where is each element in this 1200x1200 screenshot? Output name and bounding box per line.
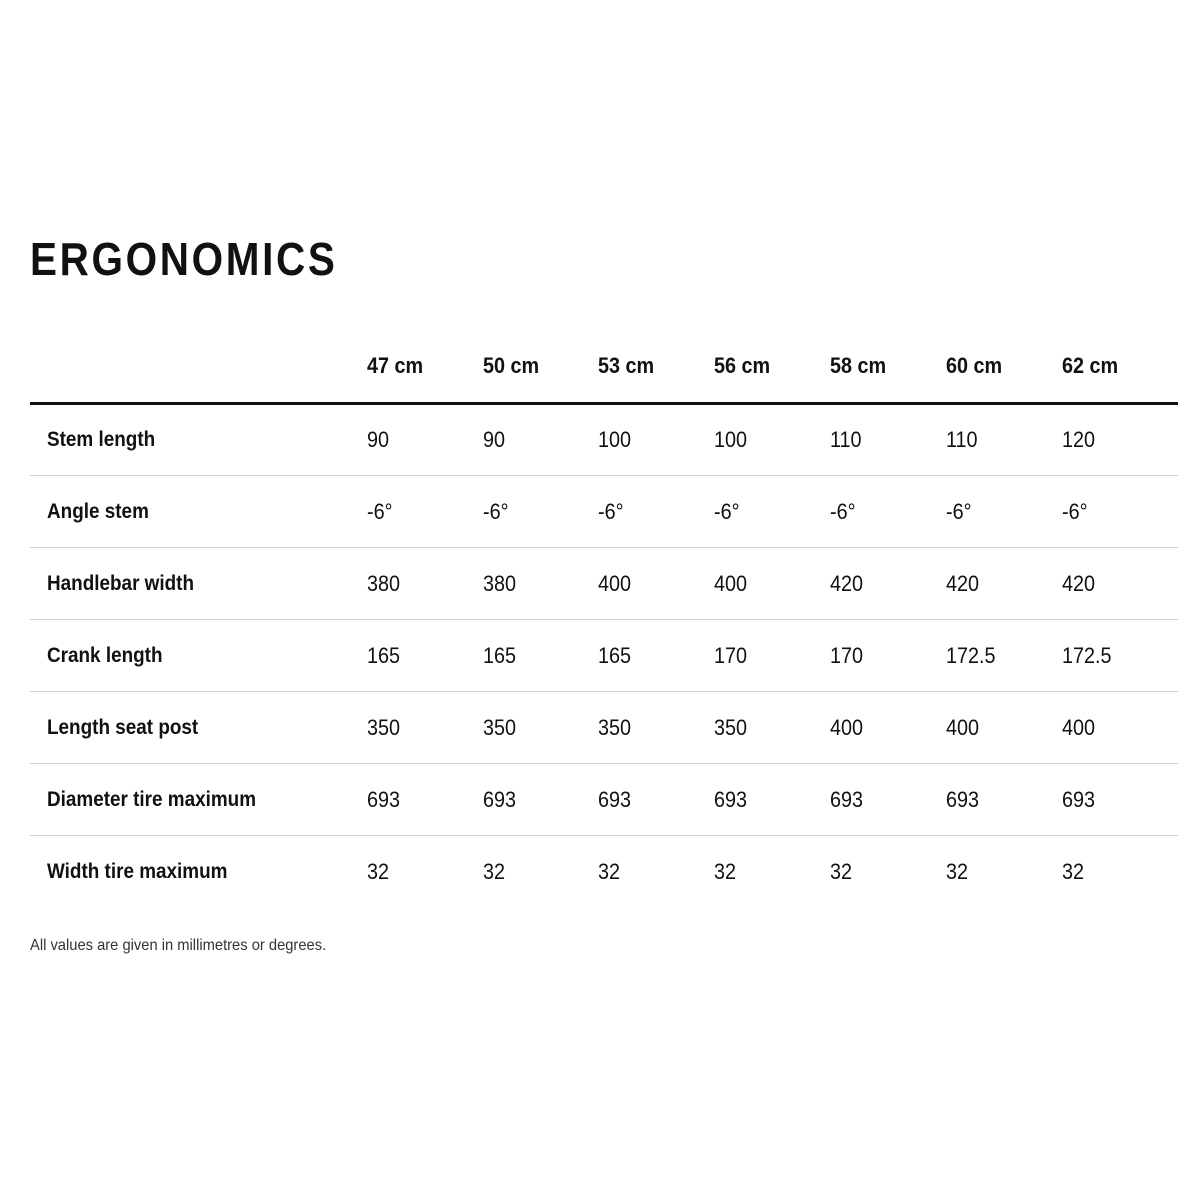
table-cell [483,404,599,476]
table-body [30,404,1178,908]
row-label [30,764,367,836]
cell-value: -6° [598,498,624,524]
table-cell [946,476,1062,548]
cell-value: 693 [714,786,748,812]
row-label-text: Diameter tire maximum [47,787,257,811]
cell-value: 170 [714,642,748,668]
table-row [30,548,1178,620]
table-cell [714,548,830,620]
cell-value: 32 [946,858,969,884]
cell-value: -6° [830,498,856,524]
table-cell [1062,620,1178,692]
table-row [30,764,1178,836]
table-cell [946,764,1062,836]
row-label [30,404,367,476]
cell-value: 165 [482,642,516,668]
cell-value: 100 [714,427,748,452]
column-header [483,330,599,404]
cell-value: 693 [598,786,632,812]
cell-value: -6° [482,498,509,524]
table-cell [714,404,830,476]
cell-value: 350 [714,714,748,740]
table-cell [598,692,714,764]
table-cell [483,476,599,548]
row-label [30,476,367,548]
cell-value: 693 [1062,786,1096,812]
table-cell [714,836,830,908]
table-cell [367,764,483,836]
cell-value: -6° [366,498,393,524]
table-cell [598,836,714,908]
cell-value: 90 [482,427,505,452]
cell-value: 400 [714,570,748,596]
table-cell [714,764,830,836]
cell-value: 693 [946,786,980,812]
cell-value: 32 [598,858,621,884]
table-cell [830,404,946,476]
table-cell [598,764,714,836]
cell-value: 693 [830,786,864,812]
table-row [30,620,1178,692]
table-cell [830,692,946,764]
header-row [30,330,1178,404]
table-cell [483,548,599,620]
table-cell [830,764,946,836]
table-cell [1062,764,1178,836]
table-row [30,836,1178,908]
cell-value: -6° [1062,498,1088,524]
row-label [30,620,367,692]
table-cell [830,476,946,548]
table-cell [598,620,714,692]
table-cell [1062,548,1178,620]
table-row [30,476,1178,548]
row-label-text: Width tire maximum [47,859,228,883]
cell-value: 120 [1062,427,1096,452]
row-label-text: Crank length [47,643,163,667]
table-cell [367,836,483,908]
cell-value: 380 [482,570,516,596]
column-header-label: 50 cm [482,353,539,378]
cell-value: -6° [714,498,740,524]
table-cell [367,692,483,764]
cell-value: 400 [1062,714,1096,740]
table-cell [367,548,483,620]
row-label [30,836,367,908]
table-cell [598,404,714,476]
cell-value: 32 [366,858,389,884]
cell-value: 400 [830,714,864,740]
row-label [30,692,367,764]
table-cell [946,620,1062,692]
table-cell [714,620,830,692]
table-cell [830,620,946,692]
cell-value: 110 [946,427,978,452]
cell-value: 170 [830,642,864,668]
row-label-text: Length seat post [47,715,199,739]
column-header-label: 62 cm [1062,353,1119,378]
cell-value: 693 [482,786,516,812]
footnote: All values are given in millimetres or degrees. [30,937,327,954]
table-cell [483,836,599,908]
row-label-text: Stem length [47,428,156,451]
table-cell [1062,692,1178,764]
ergonomics-table [30,330,1178,908]
cell-value: 32 [1062,858,1085,884]
table-cell [714,692,830,764]
table-cell [598,548,714,620]
row-label-text: Angle stem [47,499,149,523]
column-header-label: 56 cm [714,353,771,378]
table-cell [598,476,714,548]
cell-value: 110 [830,427,862,452]
cell-value: 420 [946,570,980,596]
column-header-label: 58 cm [830,353,887,378]
table-cell [830,836,946,908]
table-cell [1062,836,1178,908]
cell-value: 165 [598,642,632,668]
column-header [598,330,714,404]
cell-value: 400 [598,570,632,596]
cell-value: 90 [366,427,389,452]
column-header-label: 53 cm [598,353,655,378]
row-label-text: Handlebar width [47,571,195,595]
header-empty-cell [30,330,367,404]
row-label [30,548,367,620]
table-cell [483,692,599,764]
table-cell [946,836,1062,908]
cell-value: 350 [598,714,632,740]
table-cell [367,620,483,692]
cell-value: 165 [366,642,400,668]
column-header [830,330,946,404]
table-cell [483,620,599,692]
cell-value: 350 [366,714,400,740]
table-cell [714,476,830,548]
cell-value: 32 [830,858,853,884]
cell-value: 350 [482,714,516,740]
table-cell [1062,404,1178,476]
table-cell [367,476,483,548]
table-cell [483,764,599,836]
table-row [30,404,1178,476]
cell-value: 420 [830,570,864,596]
cell-value: 172.5 [946,642,996,668]
cell-value: 32 [714,858,737,884]
cell-value: 32 [482,858,505,884]
table-cell [946,692,1062,764]
column-header [367,330,483,404]
column-header-label: 60 cm [946,353,1003,378]
column-header-label: 47 cm [366,353,423,378]
column-header [1062,330,1178,404]
table-cell [830,548,946,620]
column-header [946,330,1062,404]
table-cell [946,404,1062,476]
table-header [30,330,1178,404]
cell-value: 380 [366,570,400,596]
table-cell [1062,476,1178,548]
cell-value: -6° [946,498,972,524]
cell-value: 420 [1062,570,1096,596]
table-cell [367,404,483,476]
cell-value: 693 [366,786,400,812]
table-cell [946,548,1062,620]
table-row [30,692,1178,764]
page-title: ERGONOMICS [30,233,338,285]
cell-value: 172.5 [1062,642,1112,668]
cell-value: 100 [598,427,632,452]
cell-value: 400 [946,714,980,740]
column-header [714,330,830,404]
